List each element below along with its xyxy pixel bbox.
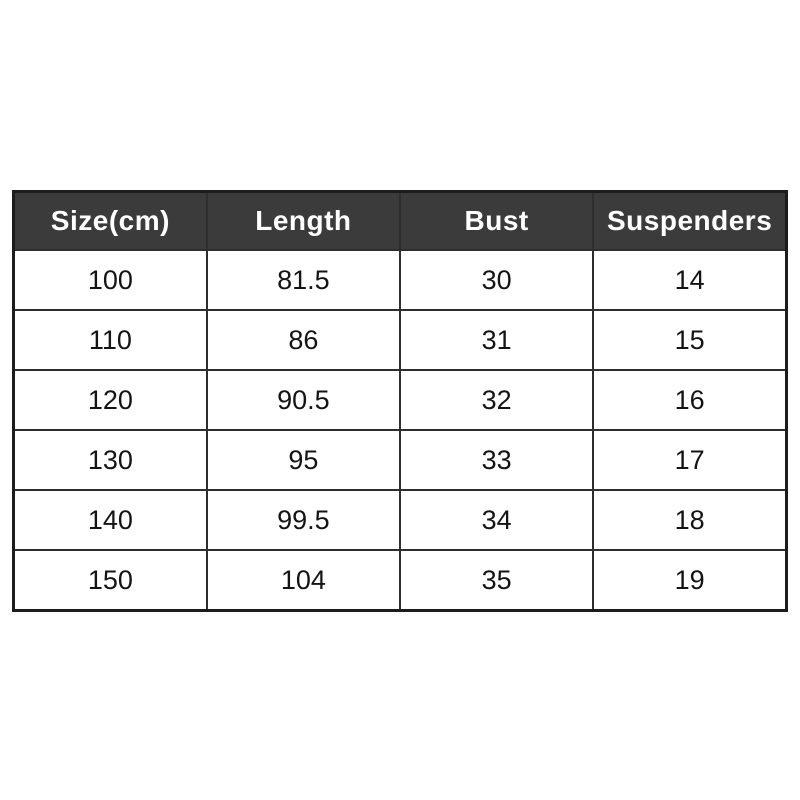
header-cell-suspenders: Suspenders [593,192,786,251]
table-row [14,490,787,550]
cell-size: 140 [14,490,207,550]
size-chart-body [14,250,787,611]
cell-size: 130 [14,430,207,490]
cell-size: 150 [14,550,207,611]
size-chart-table [12,190,788,612]
table-row [14,250,787,310]
cell-length: 86 [207,310,400,370]
header-cell-length: Length [207,192,400,251]
cell-bust: 32 [400,370,593,430]
cell-length: 99.5 [207,490,400,550]
size-chart-header [14,192,787,251]
cell-bust: 34 [400,490,593,550]
header-row [14,192,787,251]
cell-suspenders: 16 [593,370,786,430]
cell-bust: 31 [400,310,593,370]
cell-suspenders: 14 [593,250,786,310]
cell-size: 120 [14,370,207,430]
cell-size: 100 [14,250,207,310]
cell-suspenders: 17 [593,430,786,490]
cell-length: 104 [207,550,400,611]
table-row [14,370,787,430]
header-cell-bust: Bust [400,192,593,251]
cell-size: 110 [14,310,207,370]
size-chart [12,190,788,612]
cell-bust: 30 [400,250,593,310]
cell-length: 95 [207,430,400,490]
cell-suspenders: 15 [593,310,786,370]
cell-bust: 35 [400,550,593,611]
cell-bust: 33 [400,430,593,490]
table-row [14,550,787,611]
cell-length: 90.5 [207,370,400,430]
header-cell-size: Size(cm) [14,192,207,251]
cell-suspenders: 18 [593,490,786,550]
cell-length: 81.5 [207,250,400,310]
cell-suspenders: 19 [593,550,786,611]
table-row [14,430,787,490]
table-row [14,310,787,370]
